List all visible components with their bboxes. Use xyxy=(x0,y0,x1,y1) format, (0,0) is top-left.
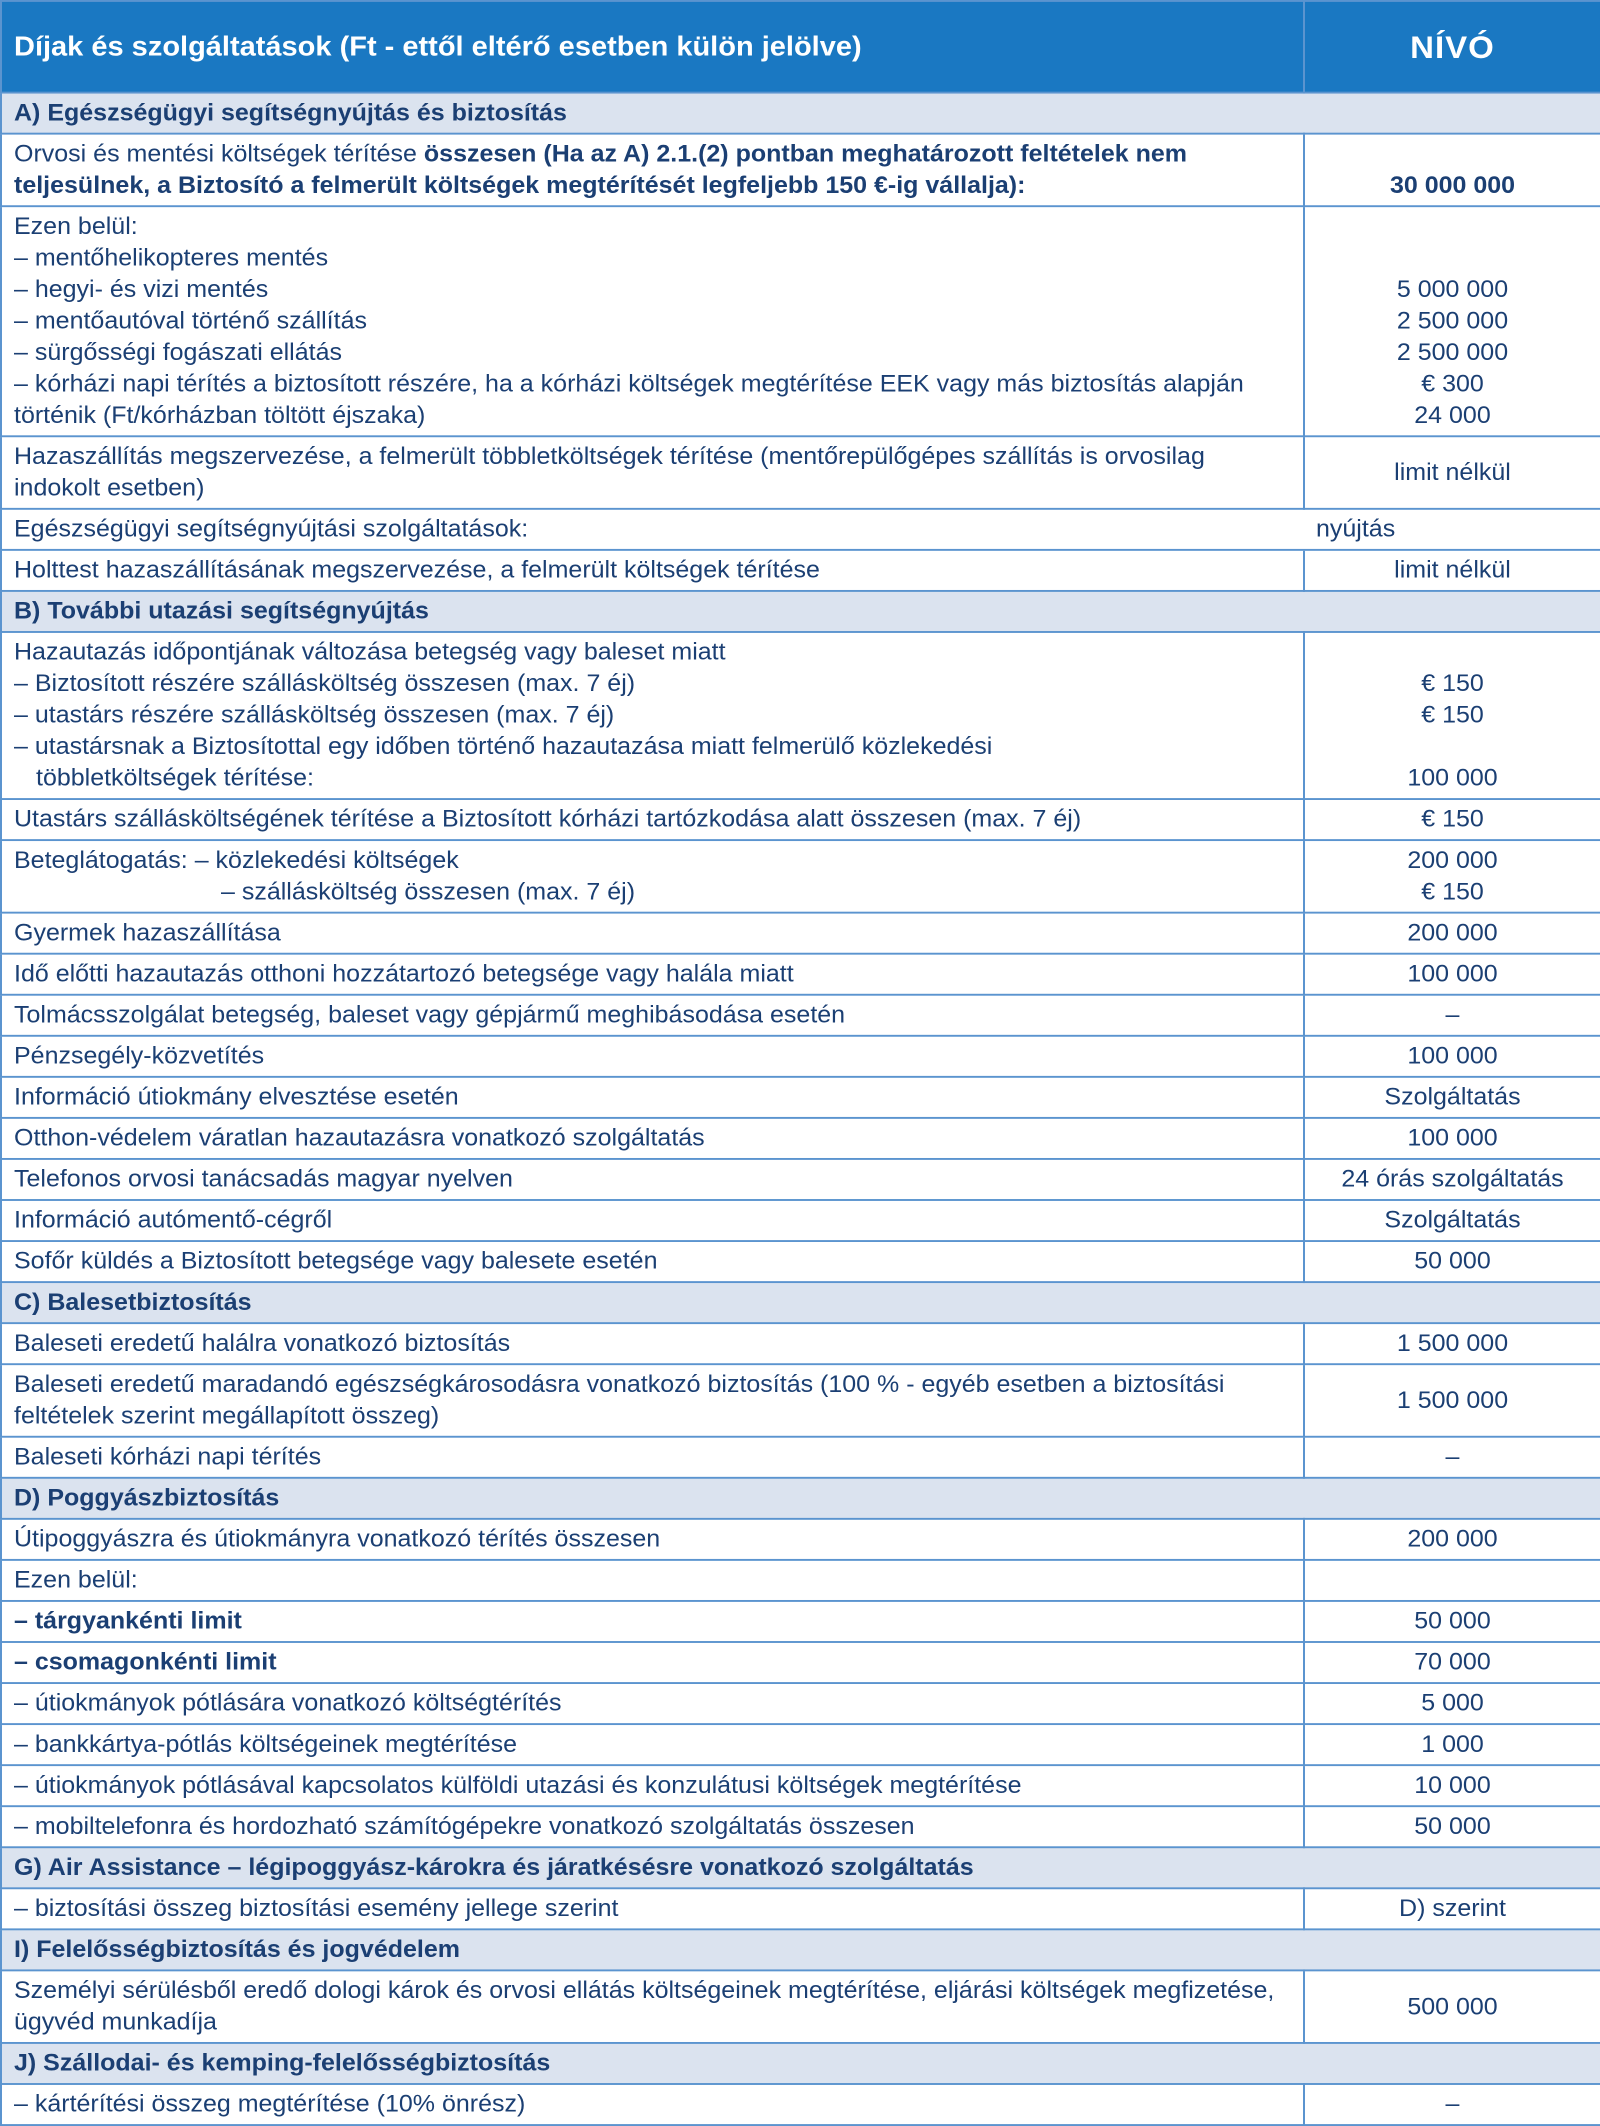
table-row-multiline xyxy=(1,632,1600,799)
row-line xyxy=(14,731,1291,763)
row-value: 24 órás szolgáltatás xyxy=(1304,1159,1600,1200)
row-value: – xyxy=(1304,2084,1600,2125)
row-label xyxy=(1,840,1304,913)
text-segment: Orvosi és mentési költségek térítése xyxy=(14,140,424,168)
table-row xyxy=(1,550,1600,591)
table-row xyxy=(1,1077,1600,1118)
table-row xyxy=(1,1323,1600,1364)
row-label: Útipoggyászra és útiokmányra vonatkozó térítés összesen xyxy=(1,1519,1304,1560)
row-value xyxy=(1304,840,1600,913)
section-title: A) Egészségügyi segítségnyújtás és biztosítás xyxy=(1,93,1600,134)
table-row-multiline xyxy=(1,840,1600,913)
row-value: 1 000 xyxy=(1304,1724,1600,1765)
row-line xyxy=(14,211,1291,243)
row-label: Egészségügyi segítségnyújtási szolgáltatások: xyxy=(1,509,1304,550)
row-value: 100 000 xyxy=(1304,1118,1600,1159)
text-segment: Hazautazás időpontjának változása betegség vagy baleset miatt xyxy=(14,638,726,666)
row-value: limit nélkül xyxy=(1304,436,1600,509)
row-label: Sofőr küldés a Biztosított betegsége vagy balesete esetén xyxy=(1,1241,1304,1282)
table-row xyxy=(1,509,1600,550)
text-segment: – utastárs részére szállásköltség összesen (max. 7 éj) xyxy=(14,701,615,729)
row-line xyxy=(14,876,1291,908)
row-line xyxy=(14,637,1291,669)
text-segment: Beteglátogatás: – közlekedési költségek xyxy=(14,846,459,874)
table-row xyxy=(1,954,1600,995)
table-row xyxy=(1,1437,1600,1478)
row-line xyxy=(14,305,1291,337)
row-line xyxy=(14,242,1291,274)
table-row xyxy=(1,995,1600,1036)
text-segment: összesen (Ha az A) 2.1.(2) pontban meghatározott feltételek nem teljesülnek, a Biztosító a felmerült költségek megtérítését legfeljebb 150 €-ig vállalja): xyxy=(14,140,1188,199)
row-value-line: € 150 xyxy=(1421,878,1484,906)
row-line xyxy=(14,763,1291,795)
table-row xyxy=(1,1888,1600,1929)
row-value-line: 5 000 000 xyxy=(1396,275,1509,303)
section-title: I) Felelősségbiztosítás és jogvédelem xyxy=(1,1929,1600,1970)
table-body xyxy=(1,93,1600,2125)
row-line xyxy=(14,700,1291,732)
row-label xyxy=(1,632,1304,799)
row-value: € 150 xyxy=(1304,799,1600,840)
row-value: 200 000 xyxy=(1304,913,1600,954)
section-header-row xyxy=(1,93,1600,134)
text-segment: – utastársnak a Biztosítottal egy időben történő hazautazása miatt felmerülő közlekedési xyxy=(14,733,993,760)
row-label: Holttest hazaszállításának megszervezése, a felmerült költségek térítése xyxy=(1,550,1304,591)
section-title: D) Poggyászbiztosítás xyxy=(1,1478,1600,1519)
row-label: Ezen belül: xyxy=(1,1560,1304,1601)
row-value xyxy=(1304,1560,1600,1601)
row-label: – útiokmányok pótlásával kapcsolatos külföldi utazási és konzulátusi költségek megtérítése xyxy=(1,1765,1304,1806)
row-value xyxy=(1304,134,1600,207)
table-header-row xyxy=(1,1,1600,93)
table-row-multiline xyxy=(1,206,1600,436)
table-row xyxy=(1,799,1600,840)
row-value-line: 100 000 xyxy=(1407,764,1498,792)
section-header-row xyxy=(1,1478,1600,1519)
table-row xyxy=(1,436,1600,509)
row-value: – xyxy=(1304,995,1600,1036)
table-row xyxy=(1,913,1600,954)
row-line xyxy=(14,274,1291,306)
row-line xyxy=(14,845,1291,877)
row-value-line: € 150 xyxy=(1421,670,1484,697)
row-label: Idő előtti hazautazás otthoni hozzátartozó betegsége vagy halála miatt xyxy=(1,954,1304,995)
table-row xyxy=(1,1601,1600,1642)
row-line xyxy=(14,368,1291,431)
text-segment: – szállásköltség összesen (max. 7 éj) xyxy=(221,878,636,906)
row-label xyxy=(1,134,1304,207)
row-label: Információ autómentő-cégről xyxy=(1,1200,1304,1241)
row-value: limit nélkül xyxy=(1304,550,1600,591)
table-row xyxy=(1,1036,1600,1077)
row-label: Baleseti eredetű halálra vonatkozó biztosítás xyxy=(1,1323,1304,1364)
section-header-row xyxy=(1,1847,1600,1888)
section-header-row xyxy=(1,2043,1600,2084)
row-value: 5 000 xyxy=(1304,1683,1600,1724)
row-label: – útiokmányok pótlására vonatkozó költségtérítés xyxy=(1,1683,1304,1724)
row-value-line: € 150 xyxy=(1421,701,1484,729)
text-segment: Ezen belül: xyxy=(14,212,138,240)
table-header-level: NÍVÓ xyxy=(1304,1,1600,93)
row-value: 1 500 000 xyxy=(1304,1323,1600,1364)
row-line xyxy=(14,668,1291,700)
table-row xyxy=(1,1724,1600,1765)
table-row xyxy=(1,1970,1600,2043)
row-value-line xyxy=(1317,637,1588,669)
row-value-line: 200 000 xyxy=(1407,846,1498,874)
row-value: Szolgáltatás xyxy=(1304,1200,1600,1241)
table-row xyxy=(1,1364,1600,1437)
table-row xyxy=(1,1519,1600,1560)
table-row xyxy=(1,2084,1600,2125)
row-value-line: € 300 xyxy=(1421,370,1484,398)
row-value: Szolgáltatás xyxy=(1304,1077,1600,1118)
section-header-row xyxy=(1,591,1600,632)
row-label: Személyi sérülésből eredő dologi károk és orvosi ellátás költségeinek megtérítése, eljárási költségek megfizetése, ügyvéd munkadíja xyxy=(1,1970,1304,2043)
text-segment: – mentőautóval történő szállítás xyxy=(14,307,367,335)
row-value: 50 000 xyxy=(1304,1806,1600,1847)
row-value: 1 500 000 xyxy=(1304,1364,1600,1437)
text-segment: – mentőhelikopteres mentés xyxy=(14,244,329,272)
table-row xyxy=(1,1765,1600,1806)
row-line xyxy=(14,138,1291,201)
row-value: nyújtás xyxy=(1304,509,1600,550)
section-header-row xyxy=(1,1929,1600,1970)
row-label: Otthon-védelem váratlan hazautazásra vonatkozó szolgáltatás xyxy=(1,1118,1304,1159)
text-segment: többletköltségek térítése: xyxy=(36,764,314,792)
row-label: – tárgyankénti limit xyxy=(1,1601,1304,1642)
text-segment: – Biztosított részére szállásköltség összesen (max. 7 éj) xyxy=(14,670,636,697)
table-row xyxy=(1,1241,1600,1282)
row-value: 100 000 xyxy=(1304,1036,1600,1077)
table-row xyxy=(1,1118,1600,1159)
row-label: Baleseti kórházi napi térítés xyxy=(1,1437,1304,1478)
row-value-line: 24 000 xyxy=(1414,401,1491,429)
row-label: Utastárs szállásköltségének térítése a Biztosított kórházi tartózkodása alatt összesen (max. 7 éj) xyxy=(1,799,1304,840)
row-label xyxy=(1,206,1304,436)
row-value: 200 000 xyxy=(1304,1519,1600,1560)
text-segment: – sürgősségi fogászati ellátás xyxy=(14,338,342,366)
row-label: – bankkártya-pótlás költségeinek megtérítése xyxy=(1,1724,1304,1765)
text-segment: – hegyi- és vizi mentés xyxy=(14,275,269,303)
row-label: Tolmácsszolgálat betegség, baleset vagy gépjármű meghibásodása esetén xyxy=(1,995,1304,1036)
row-value: 50 000 xyxy=(1304,1241,1600,1282)
section-title: B) További utazási segítségnyújtás xyxy=(1,591,1600,632)
row-value-line: 30 000 000 xyxy=(1389,171,1516,199)
table-row xyxy=(1,1200,1600,1241)
row-label: – mobiltelefonra és hordozható számítógépekre vonatkozó szolgáltatás összesen xyxy=(1,1806,1304,1847)
row-value-line: 2 500 000 xyxy=(1396,338,1509,366)
row-value: D) szerint xyxy=(1304,1888,1600,1929)
table-row-multiline xyxy=(1,134,1600,207)
row-label: – biztosítási összeg biztosítási esemény jellege szerint xyxy=(1,1888,1304,1929)
row-value-line: 2 500 000 xyxy=(1396,307,1509,335)
text-segment: – kórházi napi térítés a biztosított részére, ha a kórházi költségek megtérítése EEK vagy más biztosítás alapján történik (Ft/kórházban töltött éjszaka) xyxy=(14,370,1244,429)
table-row xyxy=(1,1159,1600,1200)
table-row xyxy=(1,1560,1600,1601)
row-value: – xyxy=(1304,1437,1600,1478)
row-value-line xyxy=(1317,731,1588,763)
row-value: 100 000 xyxy=(1304,954,1600,995)
row-label: Telefonos orvosi tanácsadás magyar nyelven xyxy=(1,1159,1304,1200)
row-label: – csomagonkénti limit xyxy=(1,1642,1304,1683)
row-value: 10 000 xyxy=(1304,1765,1600,1806)
row-line xyxy=(14,337,1291,369)
row-value: 50 000 xyxy=(1304,1601,1600,1642)
row-label: Hazaszállítás megszervezése, a felmerült többletköltségek térítése (mentőrepülőgépes szállítás is orvosilag indokolt esetben) xyxy=(1,436,1304,509)
row-label: Információ útiokmány elvesztése esetén xyxy=(1,1077,1304,1118)
row-label: Pénzsegély-közvetítés xyxy=(1,1036,1304,1077)
row-label: – kártérítési összeg megtérítése (10% önrész) xyxy=(1,2084,1304,2125)
row-value-line xyxy=(1317,242,1588,274)
section-header-row xyxy=(1,1282,1600,1323)
row-label: Baleseti eredetű maradandó egészségkárosodásra vonatkozó biztosítás (100 % - egyéb esetben a biztosítási feltételek szerint megállapított összeg) xyxy=(1,1364,1304,1437)
row-value: 500 000 xyxy=(1304,1970,1600,2043)
section-title: C) Balesetbiztosítás xyxy=(1,1282,1600,1323)
table-row xyxy=(1,1806,1600,1847)
table-header-title: Díjak és szolgáltatások (Ft - ettől eltérő esetben külön jelölve) xyxy=(1,1,1304,93)
row-value xyxy=(1304,632,1600,799)
section-title: J) Szállodai- és kemping-felelősségbiztosítás xyxy=(1,2043,1600,2084)
row-value: 70 000 xyxy=(1304,1642,1600,1683)
table-row xyxy=(1,1683,1600,1724)
table-row xyxy=(1,1642,1600,1683)
row-label: Gyermek hazaszállítása xyxy=(1,913,1304,954)
section-title: G) Air Assistance – légipoggyász-károkra és járatkésésre vonatkozó szolgáltatás xyxy=(1,1847,1600,1888)
row-value xyxy=(1304,206,1600,436)
